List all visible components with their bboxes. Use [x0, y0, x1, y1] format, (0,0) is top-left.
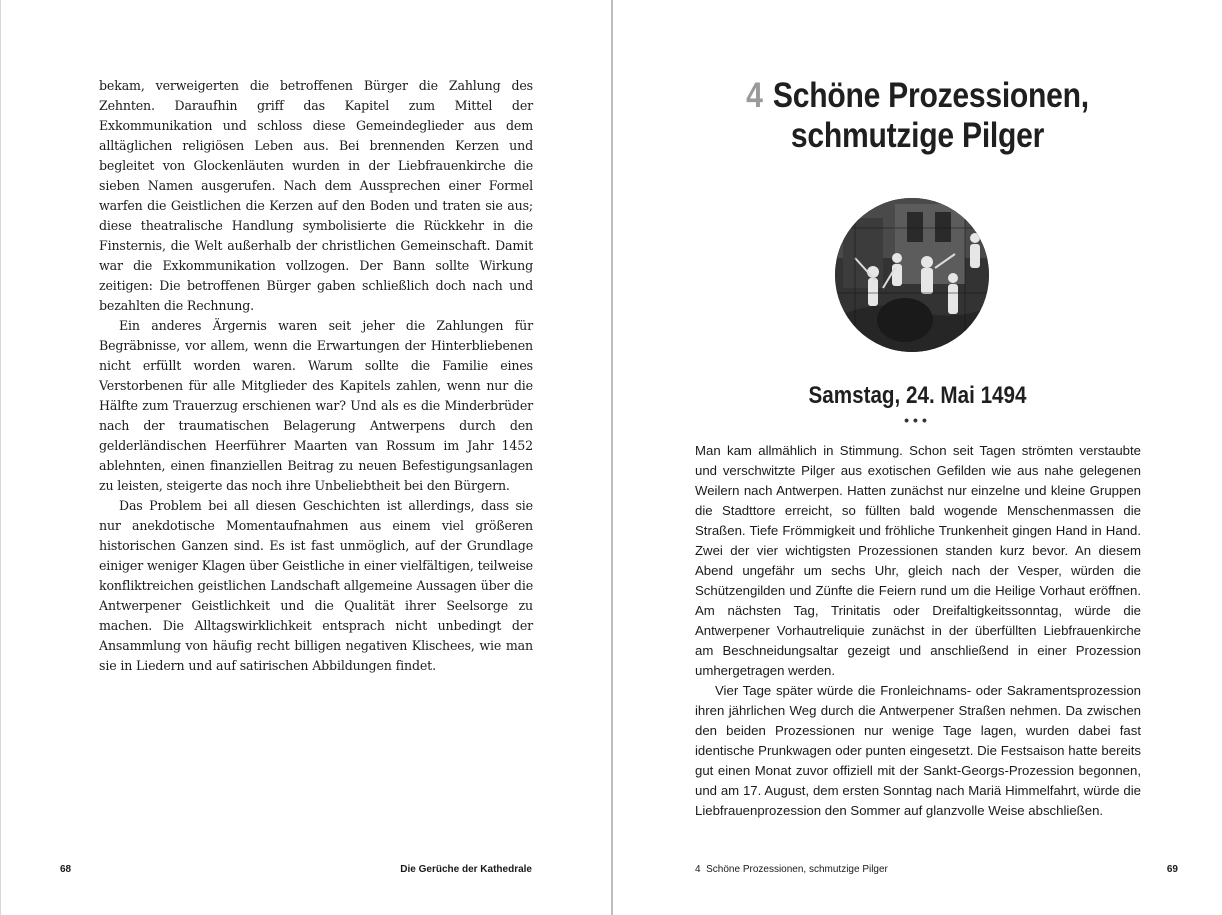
right-paragraph-1: Man kam allmählich in Stimmung. Schon seit Tagen strömten verstaubte und verschwitzte Pilger aus exotischen Gefilden wie aus nahe gelegenen Weilern nach Antwerpen. Hatten zunächst nur einzelne und kleine Gruppen die Stadttore erreicht, so füllten bald wogende Menschenmassen die Straßen. Tiefe Frömmigkeit und fröhliche Trunkenheit gingen Hand in Hand. Zwei der vier wichtigsten Prozessionen standen kurz bevor. An diesem Abend ungefähr um sechs Uhr, gleich nach der Vesper, würden die Schützengilden und Zünfte die Feiern rund um die Heilige Vorhaut eröffnen. Am nächsten Tag, Trinitatis oder Dreifaltigkeitssonntag, würde die Antwerpener Vorhautreliquie zunächst in der überfüllten Liebfrauenkirche am Beschneidungsaltar gezeigt und anschließend in einer Prozession umhergetragen werden. [695, 443, 1141, 678]
left-page-number: 68 [60, 864, 72, 875]
right-page-number: 69 [1166, 864, 1178, 875]
section-date-heading: Samstag, 24. Mai 1494 [808, 382, 1027, 409]
running-head-chapter-number: 4 [695, 864, 701, 875]
section-separator: ••• [904, 412, 931, 428]
right-page [613, 0, 1222, 915]
right-running-head [695, 864, 888, 875]
right-paragraph-2: Vier Tage später würde die Fronleichnams- oder Sakramentsprozession ihren jährlichen Weg durch die Antwerpener Straßen nehmen. Da zwischen den beiden Prozessionen nur wenige Tage lagen, wurden dabei fast identische Prunkwagen oder punten eingesetzt. Die Festsaison hatte bereits gut einen Monat zuvor offiziell mit der Sankt-Georgs-Prozession begonnen, und am 17. August, dem ersten Sonntag nach Mariä Himmelfahrt, würde die Liebfrauenprozession den Sommer auf glanzvolle Weise abschließen. [695, 683, 1141, 818]
chapter-number: 4 [746, 76, 763, 115]
chapter-title-line-2: schmutzige Pilger [790, 116, 1045, 155]
left-page-body [99, 76, 533, 676]
left-paragraph-3: Das Problem bei all diesen Geschichten ist allerdings, dass sie nur anekdotische Momentaufnahmen aus einem viel größeren historischen Ganzen sind. Es ist fast unmöglich, auf der Grundlage einiger weniger Klagen über Geistliche in einer vielfältigen, teilweise konfliktreichen geistlichen Landschaft allgemeine Aussagen über die Antwerpener Geistlichkeit und die Qualität ihrer Seelsorge zu machen. Die Alltagswirklichkeit entsprach nicht unbedingt der Ansammlung von häufig recht billigen negativen Klischees, wie man sie in Liedern und auf satirischen Abbildungen findet. [99, 498, 533, 673]
left-paragraph-1: bekam, verweigerten die betroffenen Bürger die Zahlung des Zehnten. Daraufhin griff das Kapitel zum Mittel der Exkommunikation und schloss diese Gemeindeglieder aus dem alltäglichen religiösen Leben aus. Bei brennenden Kerzen und begleitet von Glockenläuten wurden in der Liebfrauenkirche die sieben Namen ausgerufen. Nach dem Aussprechen einer Formel warfen die Geistlichen die Kerzen auf den Boden und traten sie aus; diese theatralische Handlung symbolisierte die Rückkehr in die Finsternis, die Welt außerhalb der christlichen Gemeinschaft. Damit war die Exkommunikation vollzogen. Der Bann sollte Wirkung zeitigen: Die betroffenen Bürger gaben schließlich doch nach und bezahlten die Rechnung. [99, 78, 533, 313]
left-paragraph-2: Ein anderes Ärgernis waren seit jeher die Zahlungen für Begräbnisse, vor allem, wenn die Erwartungen der Hinterbliebenen nicht erfüllt worden waren. Warum sollte die Familie eines Verstorbenen für alle Mitglieder des Kapitels zahlen, wenn nur die Hälfte zum Trauerzug erschienen war? Und als es die Minderbrüder nach der traumatischen Belagerung Antwerpens durch den gelderländischen Heerführer Maarten van Rossum im Jahr 1452 ablehnten, einen finanziellen Beitrag zu neuen Befestigungsanlagen zu leisten, steigerte das noch ihre Unbeliebtheit bei den Bürgern. [99, 318, 533, 493]
procession-engraving-image [835, 198, 989, 352]
right-page-body [695, 441, 1141, 821]
chapter-title [656, 76, 1180, 156]
running-head-chapter-title: Schöne Prozessionen, schmutzige Pilger [706, 864, 888, 875]
chapter-title-line-1: Schöne Prozessionen, [772, 76, 1089, 115]
left-running-head: Die Gerüche der Kathedrale [400, 864, 532, 875]
